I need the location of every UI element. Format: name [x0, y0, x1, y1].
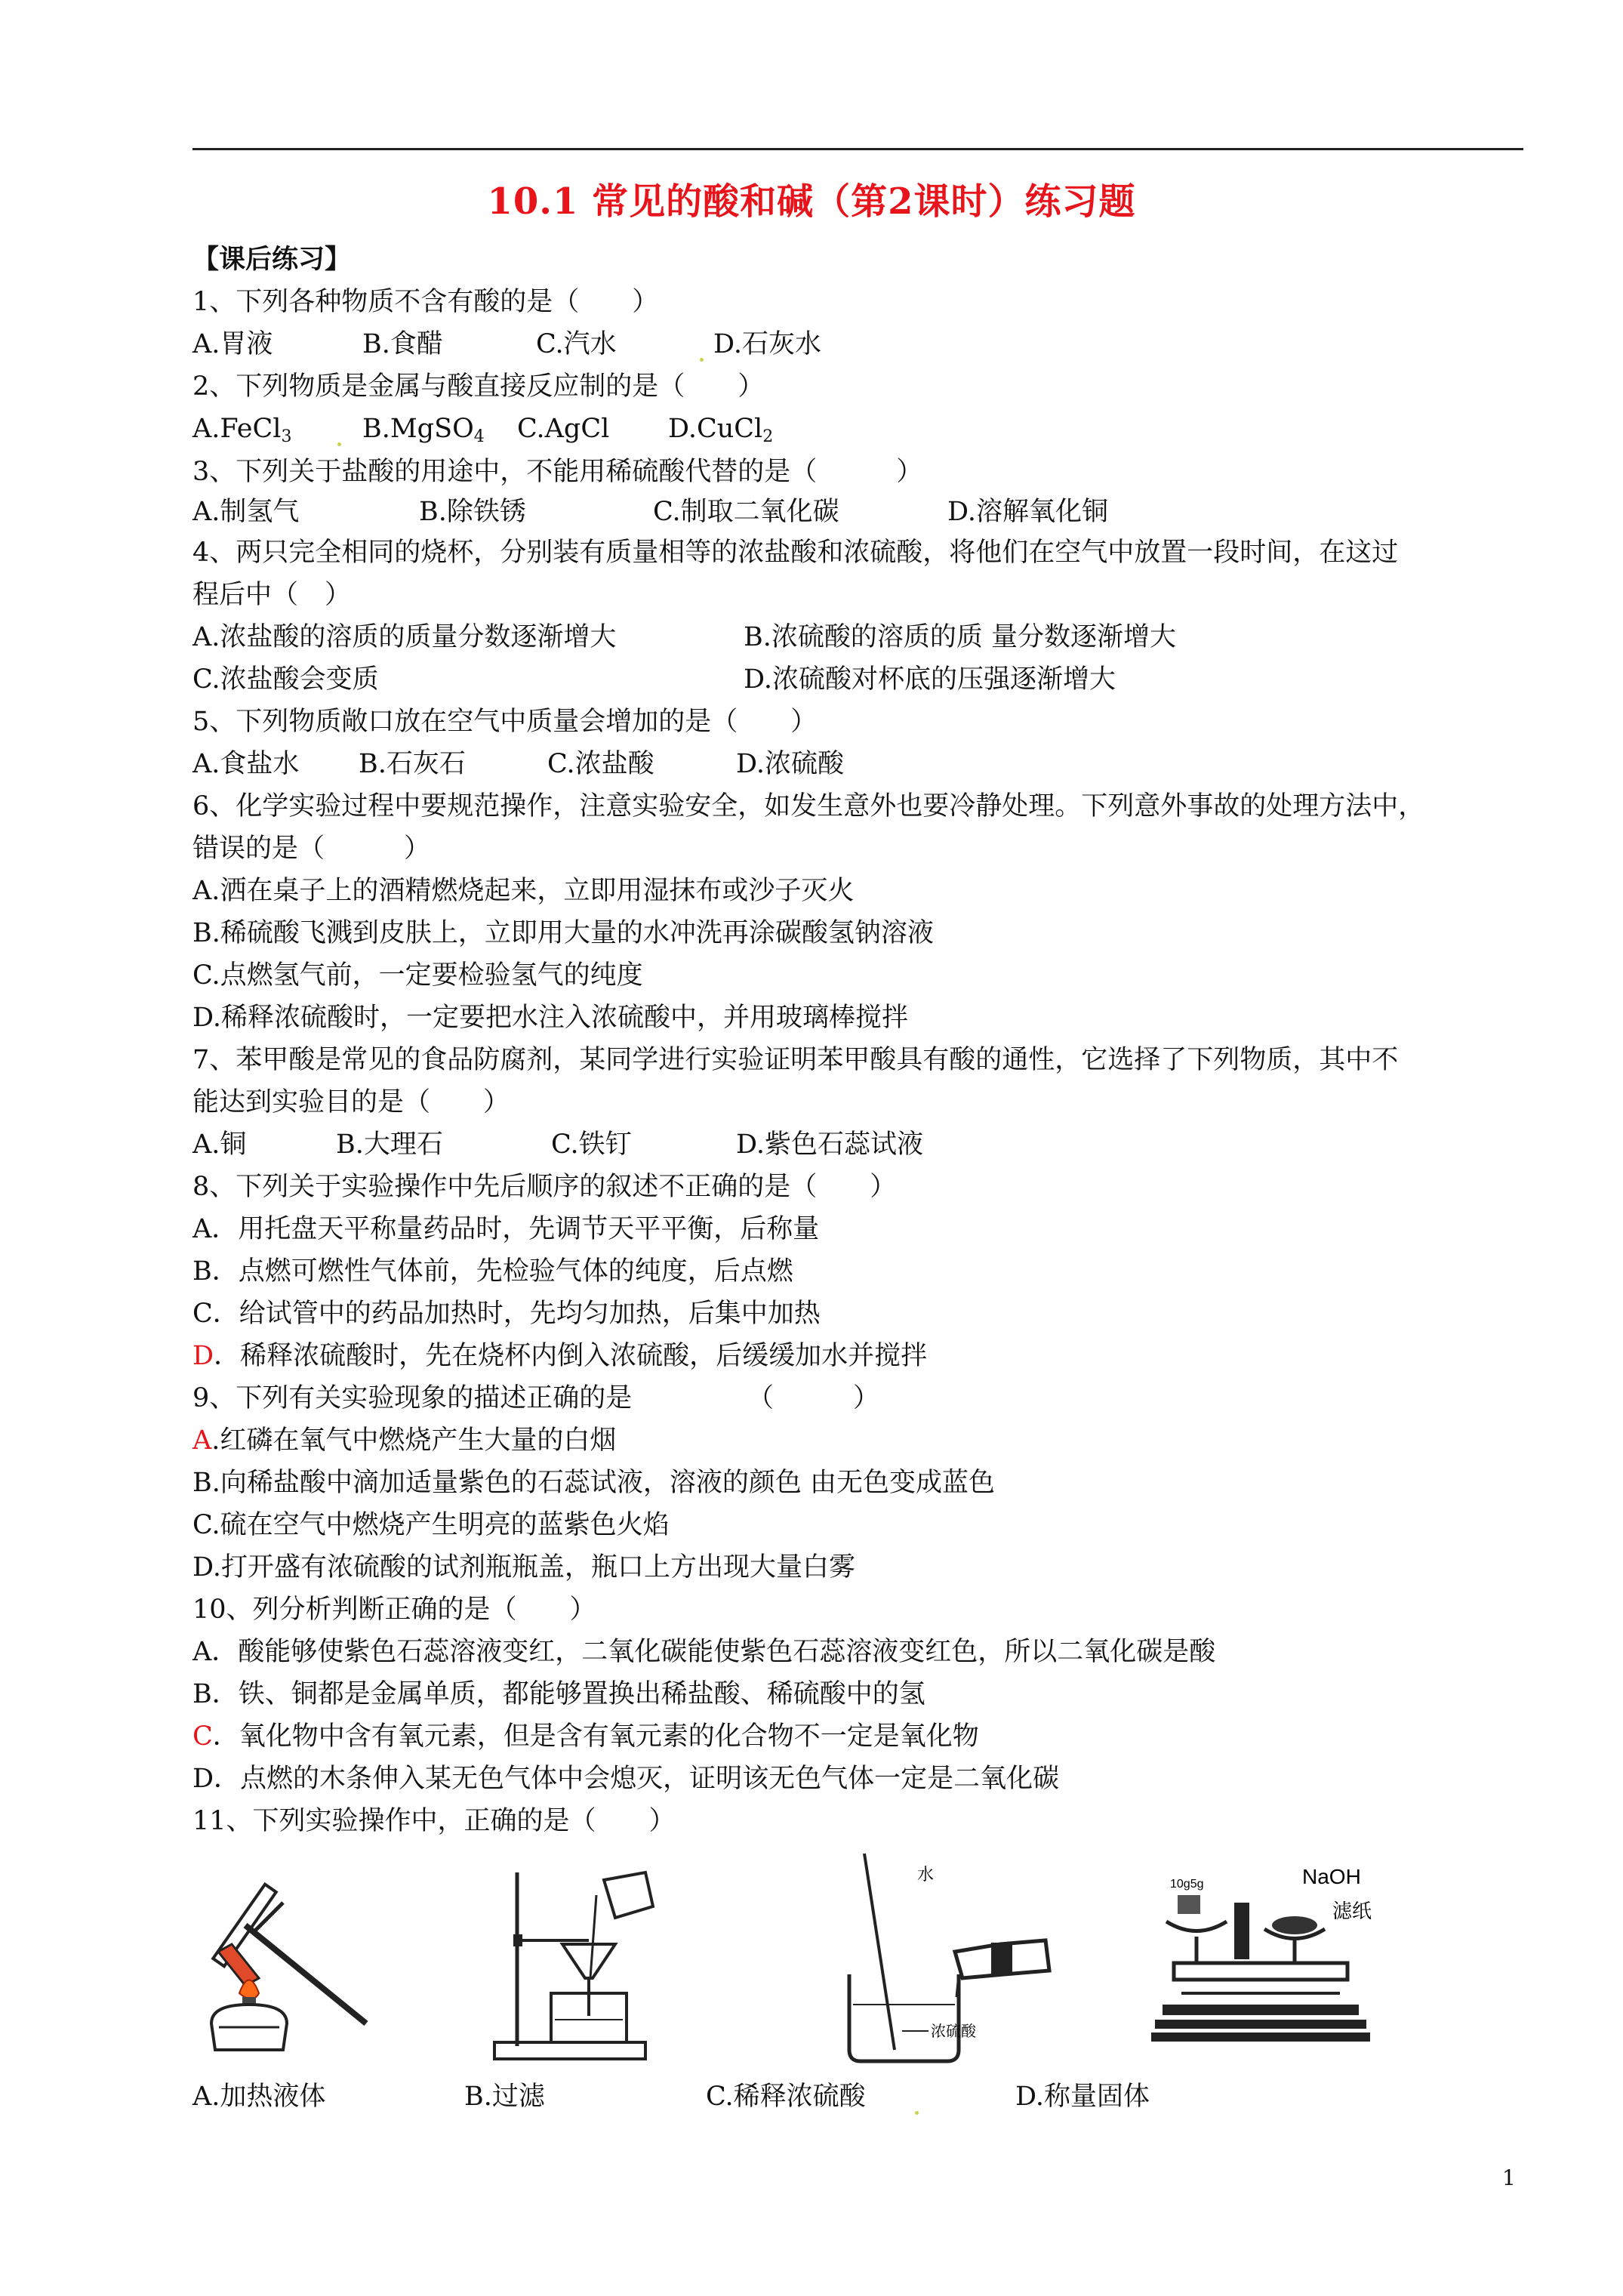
- section-heading: 【课后练习】: [192, 244, 352, 275]
- q10-option-c-letter: C: [192, 1721, 213, 1752]
- q11-stem: 11、下列实验操作中，正确的是（ ）: [192, 1806, 676, 1836]
- q4-option-b: B.浓硫酸的溶质的质 量分数逐渐增大: [744, 622, 1176, 652]
- q6-option-d: D.稀释浓硫酸时，一定要把水注入浓硫酸中，并用玻璃棒搅拌: [192, 1003, 908, 1033]
- speck-mark: [915, 2111, 919, 2115]
- q9-option-c: C.硫在空气中燃烧产生明亮的蓝紫色火焰: [192, 1510, 670, 1540]
- q7-option-a: A.铜: [192, 1130, 247, 1160]
- q8-option-d: D．稀释浓硫酸时，先在烧杯内倒入浓硫酸，后缓缓加水并搅拌: [192, 1341, 928, 1371]
- q7-stem-line2: 能达到实验目的是（ ）: [192, 1087, 510, 1117]
- water-label: 水: [917, 1865, 935, 1884]
- q1-option-c: C.汽水: [536, 329, 617, 359]
- q2-option-b: B.MgSO$_4$: [362, 414, 485, 446]
- q8-option-a: A．用托盘天平称量药品时，先调节天平平衡，后称量: [192, 1214, 820, 1244]
- weight-label: 10g5g: [1170, 1878, 1204, 1891]
- q5-stem: 5、下列物质敞口放在空气中质量会增加的是（ ）: [192, 707, 818, 737]
- q7-option-c: C.铁钉: [551, 1130, 632, 1160]
- q10-stem: 10、列分析判断正确的是（ ）: [192, 1595, 596, 1625]
- q4-option-a: A.浓盐酸的溶质的质量分数逐渐增大: [192, 622, 617, 652]
- q5-option-d: D.浓硫酸: [736, 749, 844, 779]
- q4-option-c: C.浓盐酸会变质: [192, 664, 379, 695]
- q3-stem: 3、下列关于盐酸的用途中，不能用稀硫酸代替的是（ ）: [192, 457, 923, 487]
- header-rule: [192, 148, 1523, 150]
- q9-option-d: D.打开盛有浓硫酸的试剂瓶瓶盖，瓶口上方出现大量白雾: [192, 1552, 855, 1583]
- q10-option-a: A．酸能够使紫色石蕊溶液变红，二氧化碳能使紫色石蕊溶液变红色，所以二氧化碳是酸: [192, 1637, 1216, 1667]
- q11-option-c: C.稀释浓硫酸: [706, 2082, 866, 2112]
- filtration-figure: [491, 1865, 679, 2069]
- speck-mark: [700, 358, 704, 362]
- weighing-figure: [1151, 1857, 1408, 2054]
- q2-stem: 2、下列物质是金属与酸直接反应制的是（ ）: [192, 371, 765, 402]
- q1-stem: 1、下列各种物质不含有酸的是（ ）: [192, 287, 659, 317]
- q8-option-d-letter: D: [192, 1341, 214, 1371]
- q3-option-b: B.除铁锈: [419, 497, 526, 527]
- q6-stem-line1: 6、化学实验过程中要规范操作，注意实验安全，如发生意外也要冷静处理。下列意外事故的处理方法中，: [192, 791, 1425, 821]
- q6-option-b: B.稀硫酸飞溅到皮肤上，立即用大量的水冲洗再涂碳酸氢钠溶液: [192, 918, 934, 948]
- q5-option-c: C.浓盐酸: [547, 749, 654, 779]
- page-number: 1: [1502, 2165, 1516, 2190]
- q11-option-a: A.加热液体: [192, 2082, 326, 2112]
- concentrated-acid-label: 浓硫酸: [931, 2023, 976, 2040]
- page-title: 10.1 常见的酸和碱（第2课时）练习题: [487, 180, 1136, 223]
- q7-option-b: B.大理石: [336, 1130, 443, 1160]
- q10-option-b: B．铁、铜都是金属单质，都能够置换出稀盐酸、稀硫酸中的氢: [192, 1679, 925, 1709]
- q3-option-a: A.制氢气: [192, 497, 300, 527]
- q11-option-b: B.过滤: [464, 2082, 545, 2112]
- speck-mark: [337, 442, 341, 446]
- q8-stem: 8、下列关于实验操作中先后顺序的叙述不正确的是（ ）: [192, 1172, 897, 1202]
- q4-option-d: D.浓硫酸对杯底的压强逐渐增大: [744, 664, 1116, 695]
- dilute-acid-figure: [842, 1846, 1061, 2073]
- q7-option-d: D.紫色石蕊试液: [736, 1130, 923, 1160]
- q8-option-b: B．点燃可燃性气体前，先检验气体的纯度，后点燃: [192, 1256, 793, 1287]
- heating-liquid-figure: [192, 1872, 374, 2061]
- q7-stem-line1: 7、苯甲酸是常见的食品防腐剂，某同学进行实验证明苯甲酸具有酸的通性，它选择了下列物质，其中不: [192, 1045, 1399, 1075]
- q8-option-c: C．给试管中的药品加热时，先均匀加热，后集中加热: [192, 1299, 821, 1329]
- q2-option-c: C.AgCl: [517, 414, 610, 444]
- q10-option-d: D．点燃的木条伸入某无色气体中会熄灭，证明该无色气体一定是二氧化碳: [192, 1764, 1060, 1794]
- q2-option-a: A.FeCl$_3$: [192, 414, 292, 446]
- q11-option-d: D.称量固体: [1015, 2082, 1150, 2112]
- q9-answer-paren: （ ）: [747, 1383, 880, 1413]
- q10-option-c: C．氧化物中含有氧元素，但是含有氧元素的化合物不一定是氧化物: [192, 1721, 979, 1752]
- filter-paper-label: 滤纸: [1332, 1900, 1372, 1922]
- q6-stem-line2: 错误的是（ ）: [192, 834, 431, 864]
- naoh-label: NaOH: [1302, 1865, 1361, 1888]
- q3-option-d: D.溶解氧化铜: [947, 497, 1108, 527]
- q4-stem-line2: 程后中（ ）: [192, 580, 352, 610]
- q4-stem-line1: 4、两只完全相同的烧杯，分别装有质量相等的浓盐酸和浓硫酸，将他们在空气中放置一段时间，在这过: [192, 538, 1399, 568]
- q1-option-a: A.胃液: [192, 329, 273, 359]
- q6-option-a: A.洒在桌子上的酒精燃烧起来，立即用湿抹布或沙子灭火: [192, 876, 855, 906]
- q9-option-a: A.红磷在氧气中燃烧产生大量的白烟: [192, 1425, 617, 1456]
- q6-option-c: C.点燃氢气前，一定要检验氢气的纯度: [192, 960, 643, 991]
- q3-option-c: C.制取二氧化碳: [653, 497, 839, 527]
- q5-option-a: A.食盐水: [192, 749, 300, 779]
- q1-option-d: D.石灰水: [713, 329, 821, 359]
- q9-option-b: B.向稀盐酸中滴加适量紫色的石蕊试液，溶液的颜色 由无色变成蓝色: [192, 1468, 995, 1498]
- q9-stem: 9、下列有关实验现象的描述正确的是: [192, 1383, 633, 1413]
- q5-option-b: B.石灰石: [359, 749, 466, 779]
- q2-option-d: D.CuCl$_2$: [668, 414, 774, 446]
- q1-option-b: B.食醋: [362, 329, 443, 359]
- q9-option-a-letter: A: [192, 1425, 212, 1456]
